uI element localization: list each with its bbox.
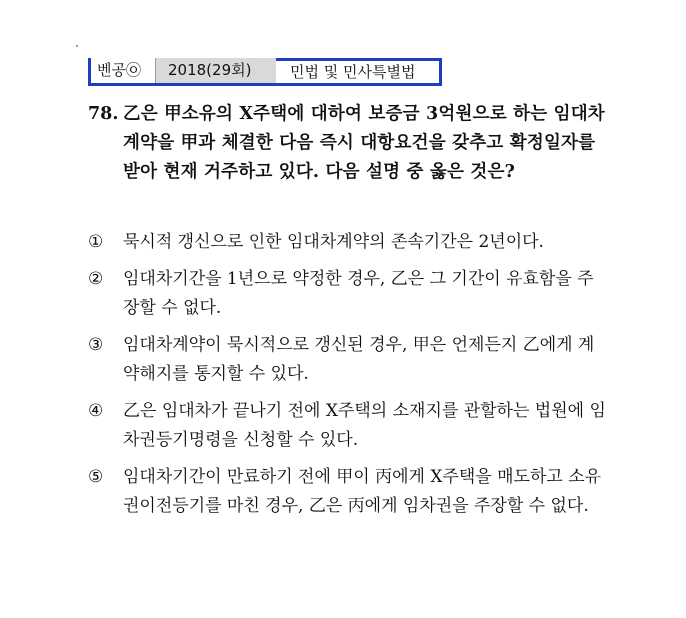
choices-list [88,228,608,529]
scan-speck [76,45,78,47]
choice-item [88,228,608,257]
choice-number: ③ [88,335,104,355]
choice-text: 묵시적 갱신으로 인한 임대차계약의 존속기간은 2년이다. [123,232,544,252]
question-number: 78. [88,104,119,124]
choice-item [88,331,608,389]
choice-number: ② [88,269,104,289]
choice-item [88,397,608,455]
choice-text: 임대차기간이 만료하기 전에 甲이 丙에게 X주택을 매도하고 소유권이전등기를 마친 경우, 乙은 丙에게 임차권을 주장할 수 없다. [123,467,602,516]
choice-number: ① [88,232,104,252]
choice-number: ④ [88,401,104,421]
choice-text: 乙은 임대차가 끝나기 전에 X주택의 소재지를 관할하는 법원에 임차권등기명령을 신청할 수 있다. [123,401,606,450]
question-block [88,100,608,187]
choice-number: ⑤ [88,467,104,487]
choice-item [88,265,608,323]
choice-text: 임대차계약이 묵시적으로 갱신된 경우, 甲은 언제든지 乙에게 계약해지를 통지할 수 있다. [123,335,595,384]
choice-item [88,463,608,521]
question-text: 乙은 甲소유의 X주택에 대하여 보증금 3억원으로 하는 임대차계약을 甲과 체결한 다음 즉시 대항요건을 갖추고 확정일자를 받아 현재 거주하고 있다. 다음 설명 중 옳은 것은? [123,104,605,182]
header-brand: 벤공㉧ [97,61,141,79]
exam-header [88,58,442,86]
header-subject: 민법 및 민사특별법 [276,58,442,83]
header-exam-year: 2018(29회) [155,58,276,83]
choice-text: 임대차기간을 1년으로 약정한 경우, 乙은 그 기간이 유효함을 주장할 수 없다. [123,269,594,318]
